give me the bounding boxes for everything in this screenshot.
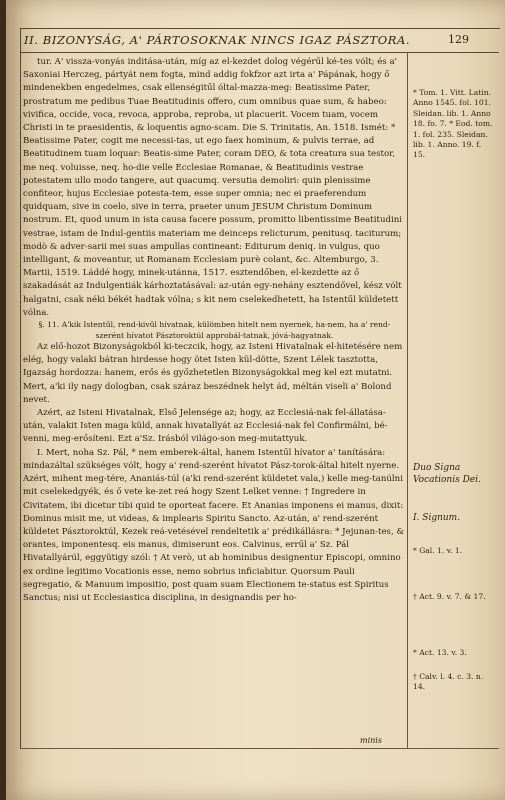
- bottom-rule: [20, 748, 499, 749]
- paragraph-latin-quotes: tur. A' vissza-vonyás inditása-után, míg az el-kezdet dolog végérűl ké-tes vólt; és a' Saxoniai Herczeg, pártyát nem fogta, mind addig fokfzor azt irta a' Pápának, hogy ő mindenekben engedelmes, csak ellenségitűl óltal-mazza-meg: Beatissime Pater, prostratum me pedibus Tuae Beatitudinis offero, cum omnibus quae sum, & habeo: vivifica, occide, voca, revoca, approba, reproba, ut placuerit. Vocem tuam, vocem Christi in te praesidentis, & loquentis agno-scam. Die S. Trinitatis, An. 1518. Ismét: * Beatissime Pater, cogit me necessi-tas, ut ego faex hominum, & pulvis terrae, ad Beatitudinem tuam loquar: Beatis-sime Pater, coram DEO, & tota creatura sua testor, me neq. voluisse, neq. ho-die velle Ecclesiae Romanae, & Beatitudinis vestrae potestatem ullo modo tangere, aut quacumq. versutia demoliri: quin plenissime confiteor, hujus Ecclesiae potesta-tem, esse super omnia; nec ei praeferendum quidquam, sive in coelo, sive in terra, praeter unum JESUM Christum Dominum nostrum. Et, quod unum in ista causa facere possum, promitto libentissime Beatitudini vestrae, istam de Indul-gentiis materiam me deinceps relicturum, penitusq. taciturum; modò & adver-sarii mei suas ampullas contineant: Editurum deniq. in vulgus, quo intelligant, & moveantur, ut Romanam Ecclesiam purè colant, &c. Altemburgo, 3. Martii, 1519. Láddé hogy, minek-utánna, 1517. esztendőben, el-kezdette az ő szakadását az Indulgentiák kárhoztatásával: az-után egy-nehány esztendővel, kész vólt halgatni, csak néki békét hadtak vólna; s kit nem cselekedhetett, ha Istentűl küldetett vólna.: [23, 57, 403, 318]
- margin-notes-column: [411, 52, 495, 748]
- running-header: [20, 28, 499, 53]
- paragraph-first-sign: Azért, az Isteni Hivatalnak, Első Jelensége az; hogy, az Ecclesiá-nak fel-állatása-után, valakit Isten maga küld, annak hivatallyát az Ecclesiá-nak fel Confirmálni, bé-venni, meg-erősíteni. Ezt a'Sz. Irásból világo-son meg-mutattyuk.: [23, 408, 388, 445]
- margin-note-text: I. Signum.: [413, 513, 461, 523]
- margin-note-references: [413, 88, 493, 161]
- margin-note-text: * Tom. 1. Vitt. Latin. Anno 1545. fol. 101. Sleidan. lib. 1. Anno 18. fo. 7. * Eod. tom. 1. fol. 235. Sleidan. lib. 1. Anno. 19. f. 15.: [413, 88, 493, 160]
- column-divider: [407, 52, 408, 748]
- margin-note-signa: [413, 462, 493, 486]
- section-note: §. 11. A'kik Istentűl, rend-kivűl hívatnak, külömben hitelt nem nyernek, ha-nem, ha a' rend-szerént hívatot Pásztoroktúl approbál-tatnak, jóvá-hagyatnak.: [38, 320, 391, 340]
- paragraph-saint-paul: I. Mert, noha Sz. Pál, * nem emberek-által, hanem Istentűl hívator a' tanítására: mindazáltal szükséges vólt, hogy a' rend-szerént hívatot Pász-torok-által hitelt nyerne. Azért, mihent meg-tére, Ananiás-túl (a'ki rend-szerént küldetet vala,) kelle meg-tanúlni mit cselekedgyék, és ő vete ke-zet reá hogy Szent Lelket venne: † Ingredere in Civitatem, ibi dicetur tibi quid te oporteat facere. Et Ananias imponens ei manus, dixit: Dominus misit me, ut videas, & implearis Spiritu Sancto. Az-után, a' rend-szerént küldetet Pásztoroktúl, Kezek reá-vetésével rendeltetik a' prédikállásra: * Jejunan-tes, & orantes, imponentesq. eis manus, dimiserunt eos. Calvinus, errűl a' Sz. Pál Hivatallyárúl, eggyütigy szól: † At verò, ut ab hominibus designentur Episcopi, omnino ex ordine legitimo Vocationis esse, nemo sobrius inficiabitur. Quorsum Pauli segregatio, & Manuum impositio, post quam suam Electionem te-status est Spiritus Sanctus; nisi ut Ecclesiastica disciplina, in designandis per ho-: [23, 447, 405, 603]
- margin-note-text: * Gal. 1. v. 1.: [413, 546, 463, 555]
- running-title: II. BIZONYSÁG, A' PÁRTOSOKNAK NINCS IGAZ PÁSZTORA.: [24, 33, 411, 47]
- page-number: 129: [448, 33, 469, 46]
- margin-note-galatians: [413, 546, 493, 556]
- paragraph-testimonies: Az elő-hozot Bizonyságokból ki-teczcik, hogy, az Isteni Hivatalnak el-hitetésére nem elég, hogy valaki bátran hirdesse hogy ötet Isten kül-dötte, Szent Lélek tasztotta, Igazság hordozza: hanem, erős és győzhetetlen Bizonyságokkal meg kel ezt mutatni. Mert, a'ki ily nagy dologban, csak száraz beszédnek helyt ád, méltán viseli a' Bolond nevet.: [23, 342, 403, 405]
- margin-note-signum: [413, 512, 493, 524]
- catchword: minis: [360, 736, 382, 745]
- margin-note-acts-9: [413, 592, 493, 602]
- margin-note-text: Duo Signa Vocationis Dei.: [413, 463, 481, 485]
- margin-note-text: † Calv. l. 4. c. 3. n. 14.: [413, 672, 484, 692]
- margin-note-calvin: [413, 672, 493, 693]
- margin-note-acts-13: [413, 648, 493, 658]
- margin-note-text: † Act. 9. v. 7. & 17.: [413, 592, 486, 601]
- main-text-column: [23, 56, 406, 746]
- margin-note-text: * Act. 13. v. 3.: [413, 648, 467, 657]
